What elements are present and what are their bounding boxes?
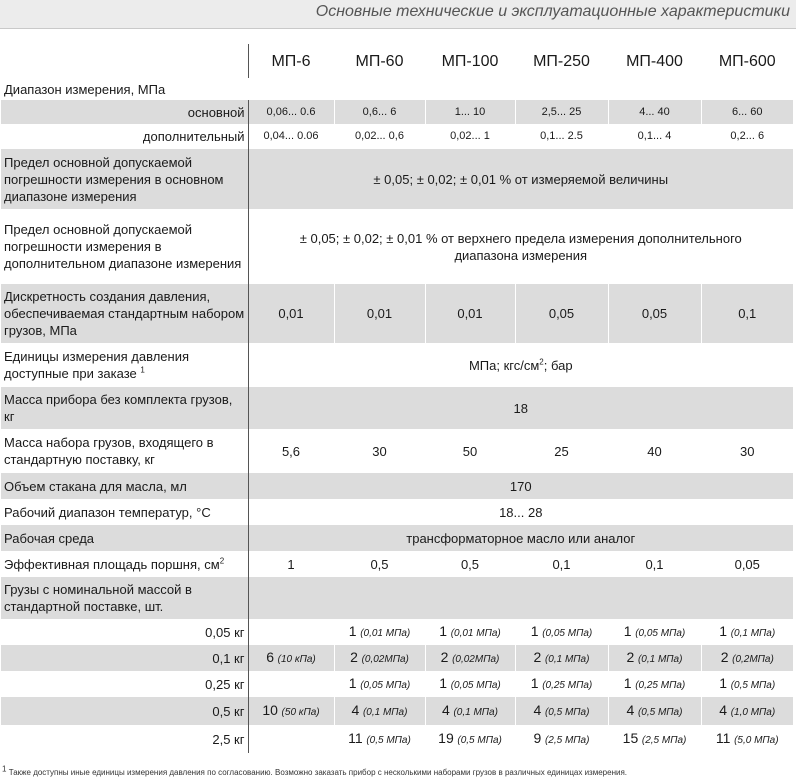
weight-cell (425, 725, 515, 753)
weight-pressure: (0,25 МПа) (542, 679, 593, 691)
weight-count: 2 (720, 648, 729, 665)
footnote-mark: 1 (2, 764, 7, 774)
cell-value: 5,6 (248, 429, 334, 473)
weight-cell (701, 725, 793, 753)
units-sup: 2 (539, 357, 544, 367)
cell-value: 4... 40 (608, 100, 701, 124)
title-bar (0, 0, 796, 29)
cell-value: ± 0,05; ± 0,02; ± 0,01 % от измеряемой величины (248, 149, 793, 209)
weight-count: 4 (626, 701, 635, 718)
row-label: Масса набора грузов, входящего в стандартную поставку, кг (1, 429, 248, 473)
weight-cell (608, 725, 701, 753)
weight-count: 1 (623, 622, 632, 639)
mass-device-row (1, 387, 793, 429)
cell-value: 0,6... 6 (334, 100, 425, 124)
range-row (1, 78, 793, 100)
cell-value: 0,2... 6 (701, 124, 793, 149)
weight-cell (701, 619, 793, 645)
weight-count: 4 (351, 701, 360, 718)
model-header: МП-60 (334, 44, 425, 78)
weight-pressure: (0,1 МПа) (637, 653, 683, 665)
units-row (1, 343, 793, 387)
weight-pressure: (0,2МПа) (732, 653, 774, 665)
oil-volume-row (1, 473, 793, 499)
weight-count: 1 (439, 622, 448, 639)
row-label: Масса прибора без комплекта грузов, кг (1, 387, 248, 429)
row-label: Предел основной допускаемой погрешности измерения в дополнительном диапазоне измерения (1, 209, 248, 284)
weight-count: 2 (440, 648, 449, 665)
cell-value: 0,05 (608, 284, 701, 343)
row-label (1, 551, 248, 577)
row-label: Объем стакана для масла, мл (1, 473, 248, 499)
cell-value: 0,1 (701, 284, 793, 343)
row-label-text: Эффективная площадь поршня, см (4, 556, 220, 572)
weight-count: 2 (626, 648, 635, 665)
cell-value: 0,1 (515, 551, 608, 577)
weight-mass: 0,1 кг (1, 645, 248, 671)
weight-cell (608, 671, 701, 697)
weight-count: 1 (719, 674, 728, 691)
row-label: Рабочая среда (1, 525, 248, 551)
spec-table (1, 44, 793, 753)
weight-row (1, 725, 793, 753)
cell-value: ± 0,05; ± 0,02; ± 0,01 % от верхнего предела измерения дополнительного диапазона измерения (248, 209, 793, 284)
weight-pressure: (10 кПа) (277, 653, 316, 665)
model-header: МП-100 (425, 44, 515, 78)
discrete-row (1, 284, 793, 343)
cell-value (248, 343, 793, 387)
cell-value: 0,02... 0,6 (334, 124, 425, 149)
cell-value: 0,06... 0.6 (248, 100, 334, 124)
cell-value: 0,01 (248, 284, 334, 343)
weight-cell (334, 725, 425, 753)
weight-pressure: (0,5 МПа) (637, 706, 683, 718)
weight-count: 4 (533, 701, 542, 718)
cell-empty (248, 577, 793, 619)
weight-cell (334, 619, 425, 645)
weight-pressure: (0,5 МПа) (366, 734, 411, 746)
weight-pressure: (0,5 МПа) (544, 706, 590, 718)
weight-cell (515, 671, 608, 697)
weight-count: 1 (530, 622, 539, 639)
weight-count: 1 (530, 674, 539, 691)
weight-count: 4 (442, 701, 450, 718)
weight-cell (515, 725, 608, 753)
model-header: МП-600 (701, 44, 793, 78)
weight-pressure: (2,5 МПа) (641, 734, 687, 746)
cell-value: 0,1... 4 (608, 124, 701, 149)
weight-count: 1 (623, 674, 632, 691)
weight-cell (425, 619, 515, 645)
weight-count: 1 (348, 674, 357, 691)
row-label (1, 499, 248, 525)
err-extra-row (1, 209, 793, 284)
weight-pressure: (0,25 МПа) (635, 679, 686, 691)
row-sublabel: дополнительный (1, 124, 248, 149)
medium-row (1, 525, 793, 551)
weight-pressure: (0,05 МПа) (635, 627, 686, 639)
units-text: МПа; кгс/см (468, 357, 540, 373)
temp-unit: °C (196, 504, 211, 520)
weight-row (1, 645, 793, 671)
model-header: МП-250 (515, 44, 608, 78)
cell-value: 30 (334, 429, 425, 473)
weight-cell (248, 697, 334, 725)
row-label-text: Рабочий диапазон температур, (4, 504, 197, 520)
piston-sup: 2 (219, 556, 225, 566)
weight-pressure: (5,0 МПа) (734, 734, 779, 746)
weight-count: 1 (439, 674, 448, 691)
weight-cell (248, 619, 334, 645)
cell-value: 0,1... 2.5 (515, 124, 608, 149)
row-label: Предел основной допускаемой погрешности измерения в основном диапазоне измерения (1, 149, 248, 209)
cell-value: 0,05 (701, 551, 793, 577)
range-main-row (1, 100, 793, 124)
row-label: Грузы с номинальной массой в стандартной поставке, шт. (1, 577, 248, 619)
cell-value: 0,01 (425, 284, 515, 343)
weight-cell (334, 645, 425, 671)
weight-pressure: (0,02МПа) (452, 653, 500, 665)
cell-value: 18... 28 (248, 499, 793, 525)
cell-value: 1 (248, 551, 334, 577)
weight-pressure: (0,01 МПа) (450, 627, 501, 639)
header-row (1, 44, 793, 78)
weight-pressure: (0,02МПа) (361, 653, 409, 665)
cell-value: 1... 10 (425, 100, 515, 124)
cell-value: 6... 60 (701, 100, 793, 124)
weight-pressure: (0,5 МПа) (730, 679, 776, 691)
weight-cell (248, 671, 334, 697)
weight-cell (334, 671, 425, 697)
weight-pressure: (0,1 МПа) (453, 706, 498, 718)
header-corner (1, 44, 248, 78)
weight-count: 6 (266, 648, 275, 665)
weight-count: 19 (438, 729, 454, 746)
weight-mass: 0,05 кг (1, 619, 248, 645)
weight-pressure: (0,05 МПа) (450, 679, 501, 691)
footnote-text: Также доступны иные единицы измерения давления по согласованию. Возможно заказать прибор с несколькими наборами грузов в различных единицах измерения. (8, 768, 628, 777)
cell-value: 0,1 (608, 551, 701, 577)
footnote (2, 764, 628, 777)
weight-cell (425, 671, 515, 697)
weight-count: 2 (533, 648, 542, 665)
weight-count: 11 (348, 729, 363, 746)
temp-row (1, 499, 793, 525)
range-extra-row (1, 124, 793, 149)
cell-value: 40 (608, 429, 701, 473)
page-title: Основные технические и эксплуатационные характеристики (315, 3, 790, 20)
cell-value: 50 (425, 429, 515, 473)
weight-cell (248, 725, 334, 753)
weight-cell (608, 619, 701, 645)
weight-count: 1 (719, 622, 728, 639)
weights-header-row (1, 577, 793, 619)
weight-mass: 0,25 кг (1, 671, 248, 697)
cell-value: 0,01 (334, 284, 425, 343)
cell-value: 0,02... 1 (425, 124, 515, 149)
weight-cell (608, 645, 701, 671)
model-header: МП-400 (608, 44, 701, 78)
cell-value: 0,04... 0.06 (248, 124, 334, 149)
weight-count: 2 (350, 648, 358, 665)
weight-count: 9 (533, 729, 542, 746)
weight-cell (515, 697, 608, 725)
footnote-mark: 1 (140, 365, 145, 375)
row-label (1, 343, 248, 387)
weight-cell (425, 645, 515, 671)
row-label: Диапазон измерения, МПа (4, 81, 166, 97)
err-main-row (1, 149, 793, 209)
weight-count: 15 (622, 729, 639, 746)
cell-value: 0,5 (425, 551, 515, 577)
cell-value: 30 (701, 429, 793, 473)
weight-cell (608, 697, 701, 725)
weight-cell (248, 645, 334, 671)
weight-pressure: (1,0 МПа) (730, 706, 776, 718)
weight-cell (425, 697, 515, 725)
cell-value: 2,5... 25 (515, 100, 608, 124)
weight-pressure: (0,01 МПа) (360, 627, 411, 639)
row-sublabel: основной (1, 100, 248, 124)
cell-value: 25 (515, 429, 608, 473)
weight-pressure: (0,05 МПа) (542, 627, 593, 639)
weight-cell (515, 645, 608, 671)
weight-pressure: (50 кПа) (281, 706, 320, 718)
row-label: Дискретность создания давления, обеспечиваемая стандартным набором грузов, МПа (1, 284, 248, 343)
piston-row (1, 551, 793, 577)
weight-row (1, 697, 793, 725)
weight-count: 11 (715, 729, 731, 746)
mass-weights-row (1, 429, 793, 473)
units-text-post: ; бар (543, 357, 573, 373)
weight-count: 10 (262, 701, 278, 718)
row-label-text: Единицы измерения давления доступные при заказе (4, 349, 190, 381)
model-header: МП-6 (248, 44, 334, 78)
weight-pressure: (2,5 МПа) (544, 734, 590, 746)
weight-cell (515, 619, 608, 645)
weight-count: 1 (348, 622, 357, 639)
weight-count: 4 (719, 701, 728, 718)
weight-row (1, 671, 793, 697)
weight-cell (701, 645, 793, 671)
weight-pressure: (0,5 МПа) (457, 734, 502, 746)
weight-row (1, 619, 793, 645)
cell-value: 170 (248, 473, 793, 499)
weight-mass: 0,5 кг (1, 697, 248, 725)
weight-mass: 2,5 кг (1, 725, 248, 753)
cell-value: 18 (248, 387, 793, 429)
cell-value: 0,5 (334, 551, 425, 577)
weight-pressure: (0,1 МПа) (730, 627, 776, 639)
cell-value: 0,05 (515, 284, 608, 343)
weight-cell (701, 697, 793, 725)
weight-pressure: (0,05 МПа) (360, 679, 411, 691)
weight-cell (701, 671, 793, 697)
weight-cell (334, 697, 425, 725)
cell-value: трансформаторное масло или аналог (248, 525, 793, 551)
weight-pressure: (0,1 МПа) (544, 653, 590, 665)
weight-pressure: (0,1 МПа) (362, 706, 408, 718)
